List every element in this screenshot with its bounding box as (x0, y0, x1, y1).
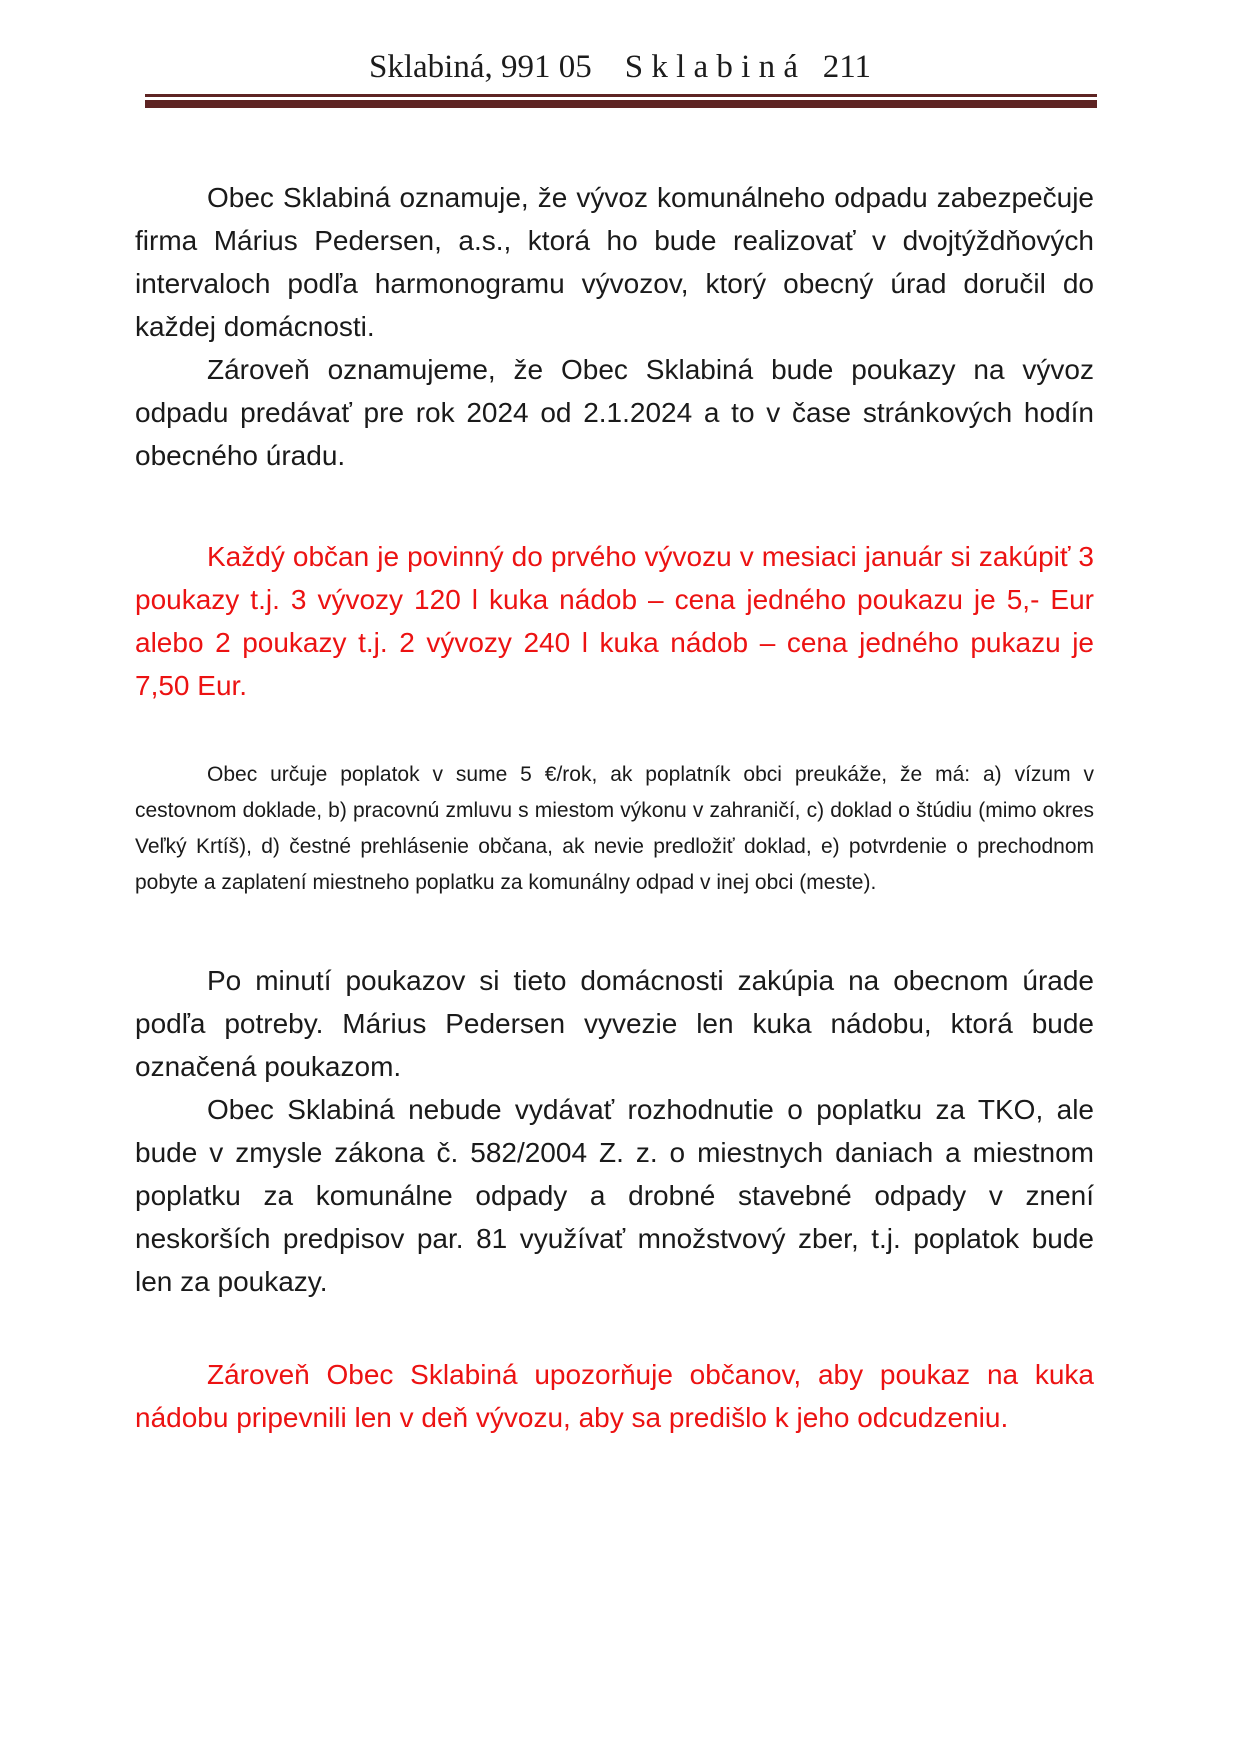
letterhead-divider (145, 94, 1097, 108)
letterhead-title: Sklabiná, 991 05 S k l a b i n á 211 (369, 49, 871, 85)
divider-thick-line (145, 100, 1097, 108)
paragraph-voucher-obligation: Každý občan je povinný do prvého vývozu v mesiaci január si zakúpiť 3 poukazy t.j. 3 vývozy 120 l kuka nádob – cena jedného poukazu je 5,- Eur alebo 2 poukazy t.j. 2 vývozy 240 l kuka nádob – cena jedného pukazu je 7,50 Eur. (135, 541, 1094, 701)
paragraph-warning: Zároveň Obec Sklabiná upozorňuje občanov, aby poukaz na kuka nádobu pripevnili len v deň vývozu, aby sa predišlo k jeho odcudzeniu. (135, 1359, 1094, 1433)
paragraph-legal-basis: Obec Sklabiná nebude vydávať rozhodnutie o poplatku za TKO, ale bude v zmysle zákona č. 582/2004 Z. z. o miestnych daniach a miestnom poplatku za komunálne odpady a drobné stavebné odpady v znení neskorších predpisov par. 81 využívať množstvový zber, t.j. poplatok bude len za poukazy. (135, 1094, 1094, 1297)
paragraph-fee-exceptions: Obec určuje poplatok v sume 5 €/rok, ak poplatník obci preukáže, že má: a) vízum v cestovnom doklade, b) pracovnú zmluvu s miestom výkonu v zahraničí, c) doklad o štúdiu (mimo okres Veľký Krtíš), d) čestné prehlásenie občana, ak nevie predložiť doklad, e) potvrdenie o prechodnom pobyte a zaplatení miestneho poplatku za komunálny odpad v inej obci (meste). (135, 763, 1094, 894)
document-body (0, 108, 1240, 1439)
paragraph-voucher-usage: Po minutí poukazov si tieto domácnosti zakúpia na obecnom úrade podľa potreby. Márius Pedersen vyvezie len kuka nádobu, ktorá bude označená poukazom. (135, 965, 1094, 1082)
letterhead (0, 0, 1240, 108)
paragraph-sale-announcement: Zároveň oznamujeme, že Obec Sklabiná bude poukazy na vývoz odpadu predávať pre rok 2024 od 2.1.2024 a to v čase stránkových hodín obecného úradu. (135, 354, 1094, 471)
paragraph-intro: Obec Sklabiná oznamuje, že vývoz komunálneho odpadu zabezpečuje firma Márius Pedersen, a.s., ktorá ho bude realizovať v dvojtýždňových intervaloch podľa harmonogramu vývozov, ktorý obecný úrad doručil do každej domácnosti. (135, 182, 1094, 342)
